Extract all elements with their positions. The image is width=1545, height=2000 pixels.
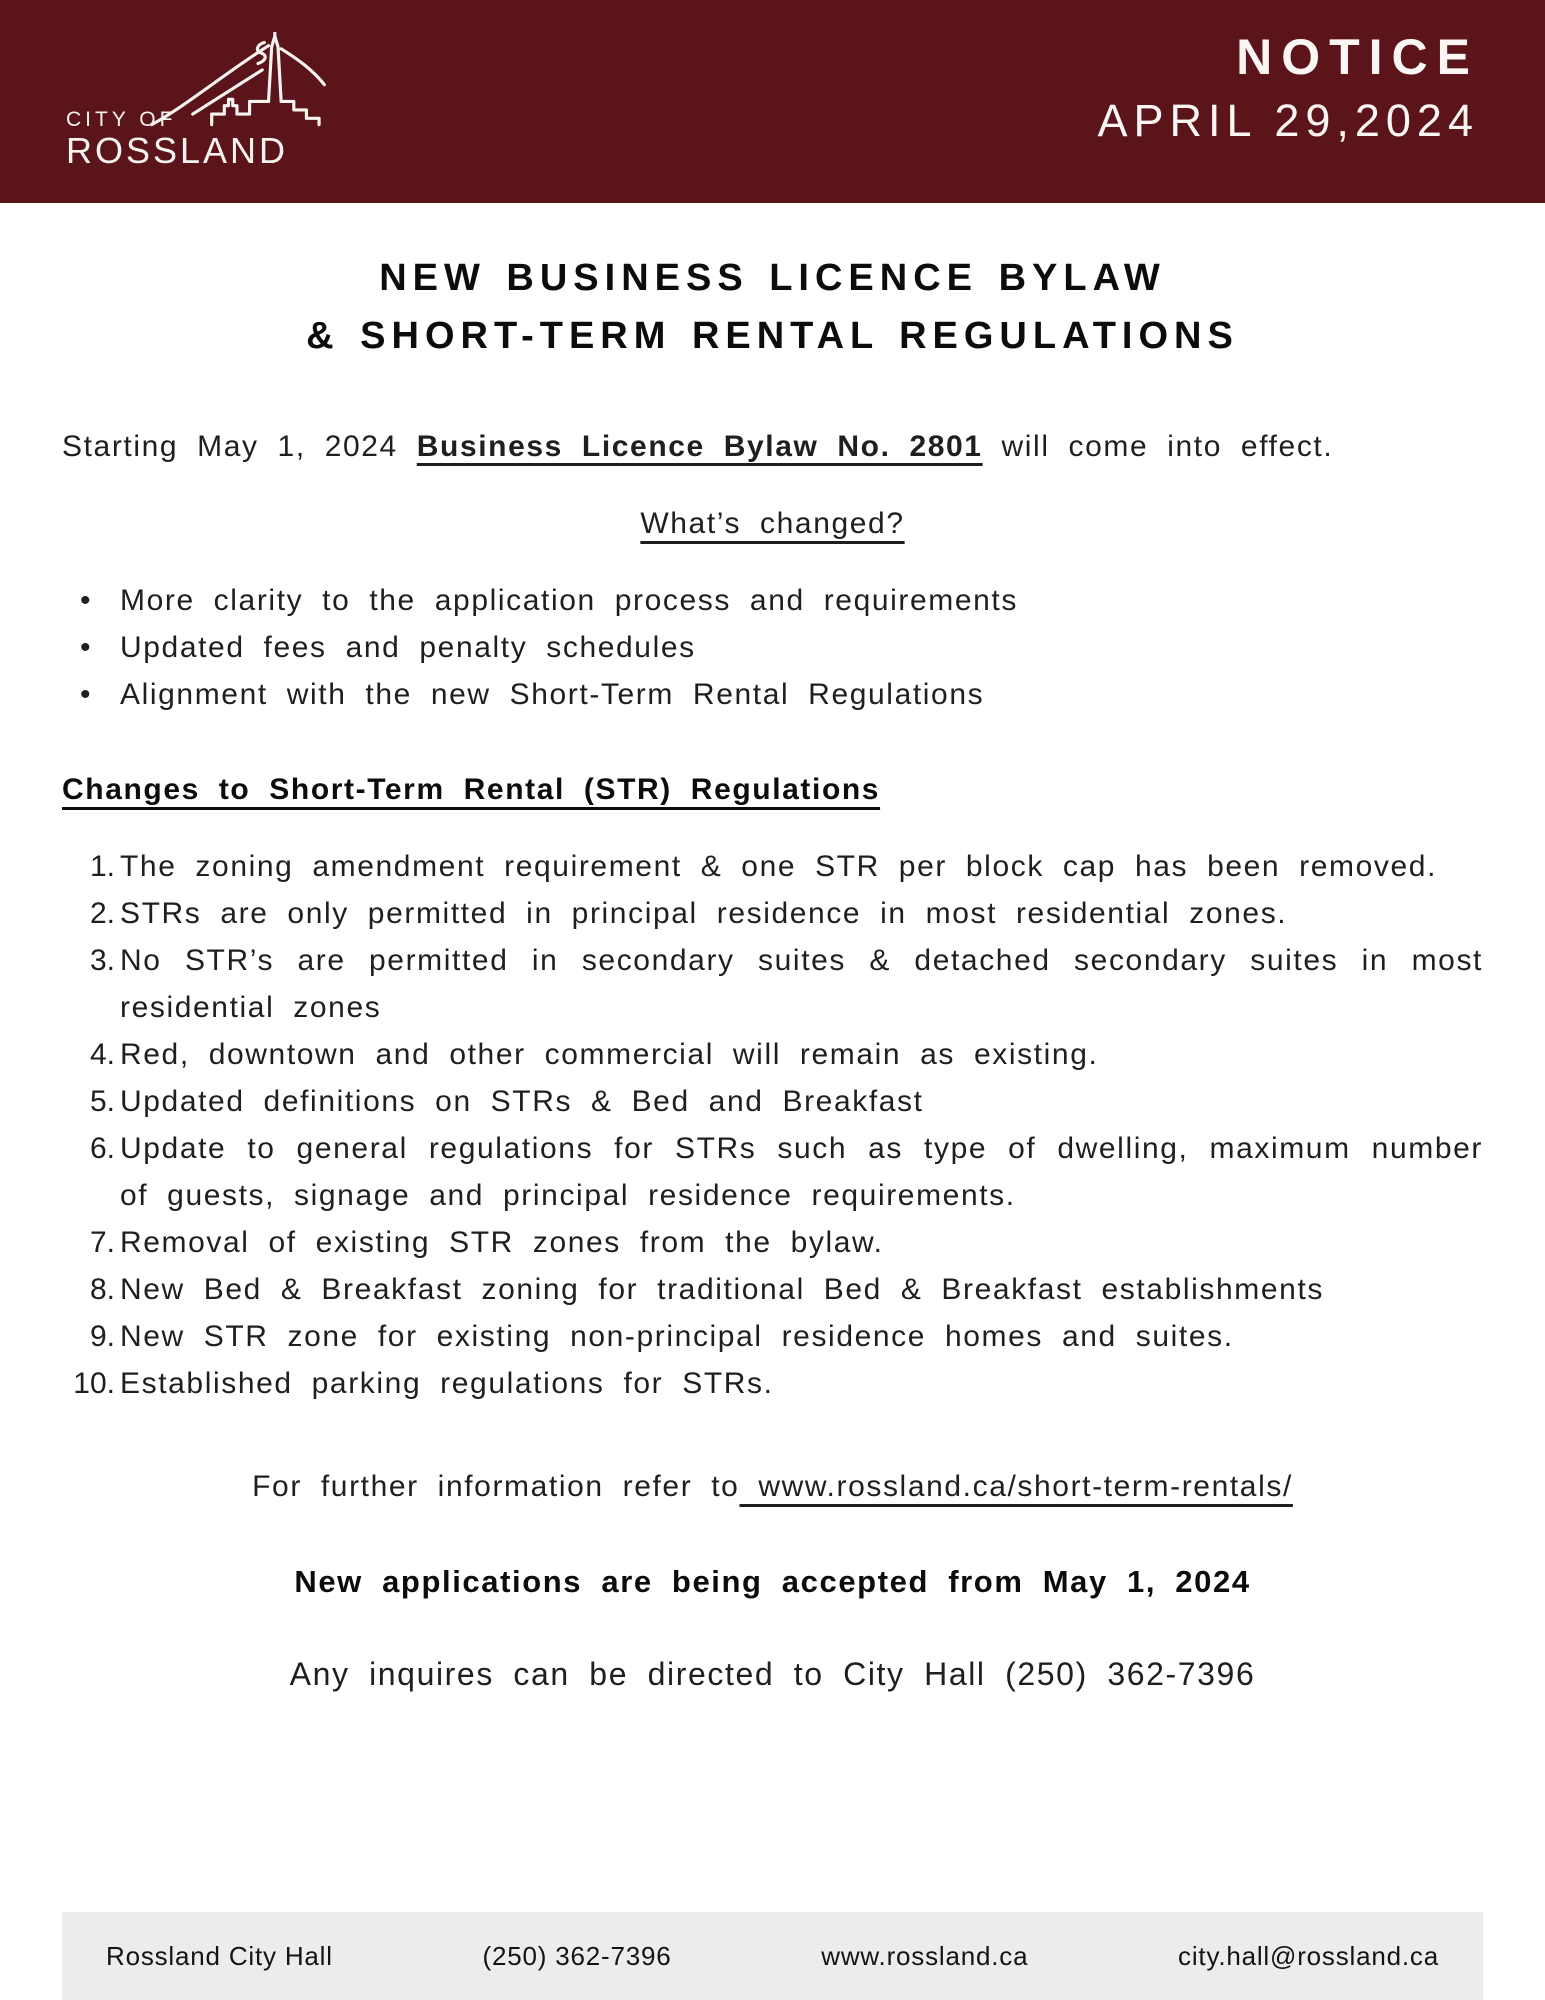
intro-prefix: Starting May 1, 2024 xyxy=(62,430,417,463)
whats-changed-list xyxy=(62,577,1483,718)
document-title-line1: NEW BUSINESS LICENCE BYLAW xyxy=(379,257,1166,299)
footer-email: city.hall@rossland.ca xyxy=(1178,1940,1439,1971)
list-item: No STR’s are permitted in secondary suites & detached secondary suites in most residential zones xyxy=(120,944,1483,1024)
whats-changed-heading: What’s changed? xyxy=(640,507,905,540)
intro-suffix: will come into effect. xyxy=(982,430,1334,463)
footer-phone: (250) 362-7396 xyxy=(482,1940,672,1971)
header-right-block xyxy=(1097,28,1479,148)
intro-paragraph xyxy=(62,423,1483,470)
str-changes-heading: Changes to Short-Term Rental (STR) Regulations xyxy=(62,773,881,806)
list-item: New STR zone for existing non-principal residence homes and suites. xyxy=(120,1320,1234,1353)
footer-website: www.rossland.ca xyxy=(821,1940,1029,1971)
city-of-rossland-logo xyxy=(66,26,326,176)
footer-contact-bar xyxy=(62,1912,1483,2000)
list-item: New Bed & Breakfast zoning for traditional Bed & Breakfast establishments xyxy=(120,1273,1324,1306)
footer-city-hall-label: Rossland City Hall xyxy=(106,1940,333,1971)
list-item: Established parking regulations for STRs. xyxy=(120,1367,774,1400)
logo-rossland-text: ROSSLAND xyxy=(66,130,289,171)
inquiries-note: Any inquires can be directed to City Hall (250) 362-7396 xyxy=(289,1656,1256,1692)
list-item: Update to general regulations for STRs such as type of dwelling, maximum number of guests, signage and principal residence requirements. xyxy=(120,1132,1483,1212)
document-title-line2: & SHORT-TERM RENTAL REGULATIONS xyxy=(306,315,1239,357)
list-item: The zoning amendment requirement & one STR per block cap has been removed. xyxy=(120,850,1438,883)
str-changes-list xyxy=(62,843,1483,1407)
list-item: • Updated fees and penalty schedules xyxy=(62,624,1483,671)
further-info-line xyxy=(62,1463,1483,1510)
list-item: Red, downtown and other commercial will remain as existing. xyxy=(120,1038,1099,1071)
notice-body xyxy=(0,249,1545,1698)
notice-label: NOTICE xyxy=(1236,29,1479,85)
list-item: • More clarity to the application process and requirements xyxy=(62,577,1483,624)
list-item: STRs are only permitted in principal residence in most residential zones. xyxy=(120,897,1288,930)
header-banner xyxy=(0,0,1545,203)
list-item: Updated definitions on STRs & Bed and Breakfast xyxy=(120,1085,924,1118)
bylaw-name-emphasis: Business Licence Bylaw No. 2801 xyxy=(416,430,983,463)
list-item: Removal of existing STR zones from the bylaw. xyxy=(120,1226,884,1259)
list-item: • Alignment with the new Short-Term Rental Regulations xyxy=(62,671,1483,718)
applications-note: New applications are being accepted from May 1, 2024 xyxy=(294,1564,1251,1599)
short-term-rentals-url: www.rossland.ca/short-term-rentals/ xyxy=(739,1470,1293,1503)
notice-date: APRIL 29,2024 xyxy=(1097,95,1479,146)
logo-city-of-text: CITY OF xyxy=(66,108,177,131)
document-title xyxy=(62,249,1483,365)
further-info-prefix: For further information refer to xyxy=(252,1470,740,1503)
